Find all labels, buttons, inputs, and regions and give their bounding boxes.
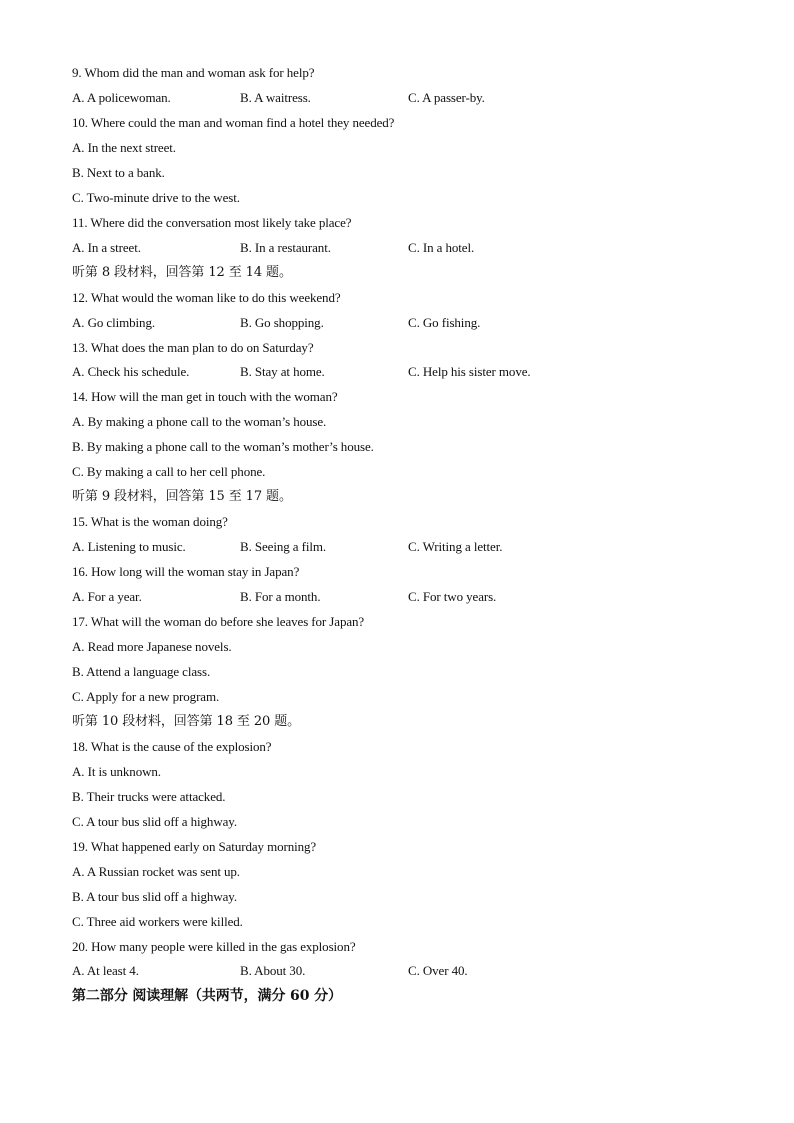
option-a: A. Check his schedule.	[72, 364, 190, 379]
option-b: B. In a restaurant.	[240, 240, 331, 255]
option-a: A. A policewoman.	[72, 90, 171, 105]
section-heading-10: 听第 10 段材料，回答第 18 至 20 题。	[72, 714, 301, 729]
option-c: C. Over 40.	[408, 963, 468, 978]
option-b: B. Attend a language class.	[72, 664, 211, 679]
option-b: B. A tour bus slid off a highway.	[72, 889, 237, 904]
option-a: A. Go climbing.	[72, 315, 155, 330]
question-16: 16. How long will the woman stay in Japan?	[72, 564, 300, 579]
option-c: C. A passer-by.	[408, 90, 485, 105]
question-20: 20. How many people were killed in the gas explosion?	[72, 939, 356, 954]
option-c: C. Writing a letter.	[408, 539, 503, 554]
option-c: C. Two-minute drive to the west.	[72, 190, 240, 205]
option-b: B. Seeing a film.	[240, 539, 327, 554]
question-9: 9. Whom did the man and woman ask for help?	[72, 65, 315, 80]
question-13: 13. What does the man plan to do on Saturday?	[72, 340, 314, 355]
option-a: A. For a year.	[72, 589, 142, 604]
option-c: C. Apply for a new program.	[72, 689, 220, 704]
option-c: C. For two years.	[408, 589, 497, 604]
option-c: C. A tour bus slid off a highway.	[72, 814, 237, 829]
option-a: A. By making a phone call to the woman’s house.	[72, 414, 327, 429]
part-two-heading: 第二部分 阅读理解（共两节，满分 60 分）	[72, 988, 342, 1004]
question-10: 10. Where could the man and woman find a hotel they needed?	[72, 115, 395, 130]
option-a: A. In a street.	[72, 240, 141, 255]
option-a: A. In the next street.	[72, 140, 176, 155]
option-b: B. Their trucks were attacked.	[72, 789, 226, 804]
option-a: A. A Russian rocket was sent up.	[72, 864, 240, 879]
option-b: B. A waitress.	[240, 90, 311, 105]
option-c: C. Help his sister move.	[408, 364, 531, 379]
question-19: 19. What happened early on Saturday morning?	[72, 839, 317, 854]
option-a: A. It is unknown.	[72, 764, 161, 779]
option-a: A. Read more Japanese novels.	[72, 639, 232, 654]
option-c: C. In a hotel.	[408, 240, 475, 255]
option-b: B. About 30.	[240, 963, 306, 978]
section-heading-9: 听第 9 段材料，回答第 15 至 17 题。	[72, 489, 292, 504]
option-b: B. Next to a bank.	[72, 165, 165, 180]
question-12: 12. What would the woman like to do this weekend?	[72, 290, 341, 305]
option-b: B. Stay at home.	[240, 364, 325, 379]
option-b: B. For a month.	[240, 589, 321, 604]
question-14: 14. How will the man get in touch with the woman?	[72, 389, 338, 404]
option-a: A. Listening to music.	[72, 539, 186, 554]
option-b: B. By making a phone call to the woman’s mother’s house.	[72, 439, 374, 454]
option-a: A. At least 4.	[72, 963, 139, 978]
question-18: 18. What is the cause of the explosion?	[72, 739, 272, 754]
option-b: B. Go shopping.	[240, 315, 324, 330]
question-15: 15. What is the woman doing?	[72, 514, 228, 529]
section-heading-8: 听第 8 段材料，回答第 12 至 14 题。	[72, 265, 292, 280]
question-17: 17. What will the woman do before she leaves for Japan?	[72, 614, 365, 629]
question-11: 11. Where did the conversation most likely take place?	[72, 215, 352, 230]
option-c: C. By making a call to her cell phone.	[72, 464, 266, 479]
option-c: C. Three aid workers were killed.	[72, 914, 243, 929]
option-c: C. Go fishing.	[408, 315, 481, 330]
